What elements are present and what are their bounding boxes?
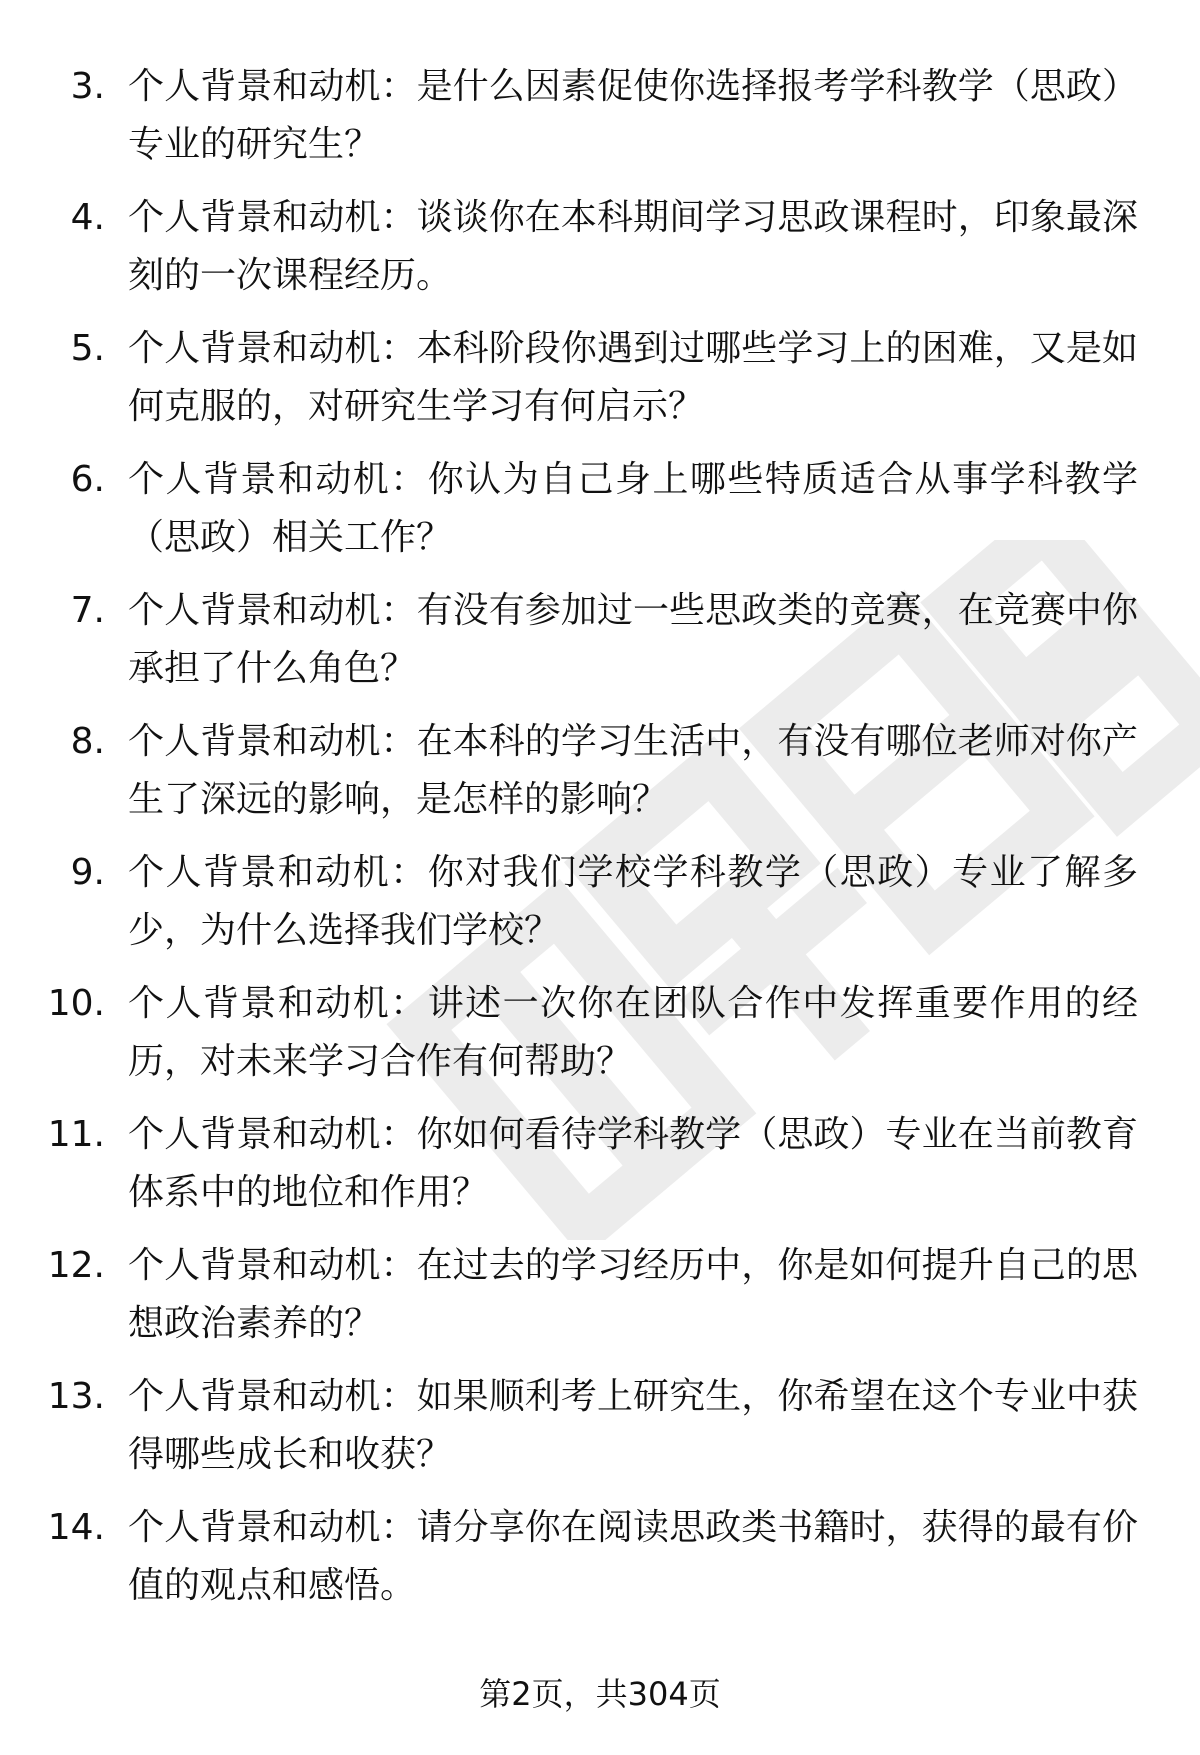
question-number: 9. [70, 852, 105, 893]
question-item [0, 844, 1200, 975]
page-indicator: 第2页，共304页 [479, 1675, 721, 1713]
question-text: 个人背景和动机：如果顺利考上研究生，你希望在这个专业中获得哪些成长和收获？ [128, 1376, 1138, 1475]
question-item [0, 58, 1200, 189]
question-number: 10. [47, 983, 105, 1024]
question-text: 个人背景和动机：在本科的学习生活中，有没有哪位老师对你产生了深远的影响，是怎样的影响？ [128, 721, 1138, 820]
question-number: 7. [70, 590, 105, 631]
question-number: 4. [70, 197, 105, 238]
question-item [0, 189, 1200, 320]
question-item [0, 1106, 1200, 1237]
question-item [0, 975, 1200, 1106]
question-number: 8. [70, 721, 105, 762]
question-text: 个人背景和动机：谈谈你在本科期间学习思政课程时，印象最深刻的一次课程经历。 [128, 197, 1138, 296]
question-text: 个人背景和动机：是什么因素促使你选择报考学科教学（思政）专业的研究生？ [128, 66, 1138, 165]
question-number: 6. [70, 459, 105, 500]
question-item [0, 1368, 1200, 1499]
question-number: 14. [47, 1507, 105, 1548]
question-number: 5. [70, 328, 105, 369]
question-text: 个人背景和动机：在过去的学习经历中，你是如何提升自己的思想政治素养的？ [128, 1245, 1138, 1344]
page-footer [0, 1672, 1200, 1716]
question-text: 个人背景和动机：你如何看待学科教学（思政）专业在当前教育体系中的地位和作用？ [128, 1114, 1138, 1213]
question-item [0, 582, 1200, 713]
question-number: 3. [70, 66, 105, 107]
question-text: 个人背景和动机：有没有参加过一些思政类的竞赛，在竞赛中你承担了什么角色？ [128, 590, 1138, 689]
question-text: 个人背景和动机：你认为自己身上哪些特质适合从事学科教学（思政）相关工作？ [128, 459, 1138, 558]
question-number: 13. [47, 1376, 105, 1417]
question-item [0, 451, 1200, 582]
question-list [0, 58, 1200, 1630]
question-item [0, 713, 1200, 844]
question-text: 个人背景和动机：你对我们学校学科教学（思政）专业了解多少，为什么选择我们学校？ [128, 852, 1138, 951]
question-text: 个人背景和动机：请分享你在阅读思政类书籍时，获得的最有价值的观点和感悟。 [128, 1507, 1138, 1606]
question-item [0, 1237, 1200, 1368]
question-item [0, 1499, 1200, 1630]
question-number: 11. [47, 1114, 105, 1155]
question-number: 12. [47, 1245, 105, 1286]
question-item [0, 320, 1200, 451]
question-text: 个人背景和动机：本科阶段你遇到过哪些学习上的困难，又是如何克服的，对研究生学习有何启示？ [128, 328, 1138, 427]
question-text: 个人背景和动机：讲述一次你在团队合作中发挥重要作用的经历，对未来学习合作有何帮助？ [128, 983, 1138, 1082]
